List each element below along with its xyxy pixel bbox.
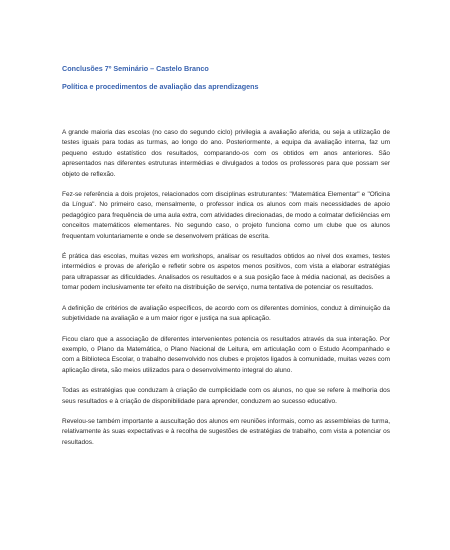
document-title: Conclusões 7º Seminário – Castelo Branco xyxy=(62,64,209,73)
paragraph-avaliacao-aferida: A grande maioria das escolas (no caso do segundo ciclo) privilegia a avaliação aferida, ou seja a utilização de testes iguais para todas as turmas, ao longo do ano. Posteriormente, a equipa da avaliação interna, faz um pequeno estudo estatístico dos resultados, comparando-os com os obtidos em anos anteriores. São apresentados nas diferentes estruturas intermédias e divulgados a todos os professores para que possam ser objeto de reflexão. xyxy=(62,129,390,178)
paragraph-intervenientes: Ficou claro que a associação de diferentes intervenientes potencia os resultados através da sua interação. Por exemplo, o Plano da Matemática, o Plano Nacional de Leitura, em articulação com o Estudo Acompanhado e com a Biblioteca Escolar, o trabalho desenvolvido nos clubes e projetos ligados à comunidade, muitas vezes com aplicação direta, são meios utilizados para o desenvolvimento integral do aluno. xyxy=(62,335,390,374)
paragraph-projetos: Fez-se referência a dois projetos, relacionados com disciplinas estruturantes: "Matemática Elementar" e "Oficina da Língua". No primeiro caso, mensalmente, o professor indica os alunos com mais necessidades de apoio pedagógico para frequência de uma aula extra, com atividades direcionadas, de modo a colmatar deficiências em conceitos matemáticos elementares. No segundo caso, o projeto funciona como um clube que os alunos frequentam voluntariamente e onde se desenvolvem práticas de escrita. xyxy=(62,191,390,240)
paragraph-criterios: A definição de critérios de avaliação específicos, de acordo com os diferentes domínios, conduz à diminuição da subjetividade na avaliação e a um maior rigor e justiça na sua aplicação. xyxy=(62,304,390,323)
paragraph-workshops: É prática das escolas, muitas vezes em workshops, analisar os resultados obtidos ao nível dos exames, testes intermédios e provas de aferição e refletir sobre os aspetos menos positivos, com vista a elaborar estratégias para ultrapassar as dificuldades. Analisados os resultados e a sua posição face à média nacional, as decisões a tomar podem inclusivamente ter efeito na distribuição de serviço, numa tentativa de potenciar os resultados. xyxy=(62,253,390,292)
document-subtitle: Política e procedimentos de avaliação das aprendizagens xyxy=(62,82,259,91)
document-body xyxy=(62,64,390,458)
paragraph-estrategias: Todas as estratégias que conduzam à criação de cumplicidade com os alunos, no que se refere à melhoria dos seus resultados e à criação de disponibilidade para aprender, conduzem ao sucesso educativo. xyxy=(62,387,390,405)
paragraph-auscultacao: Revelou-se também importante a auscultação dos alunos em reuniões informais, como as assembleias de turma, relativamente às suas expectativas e à recolha de sugestões de estratégias de trabalho, com vista a potenciar os resultados. xyxy=(62,417,390,446)
